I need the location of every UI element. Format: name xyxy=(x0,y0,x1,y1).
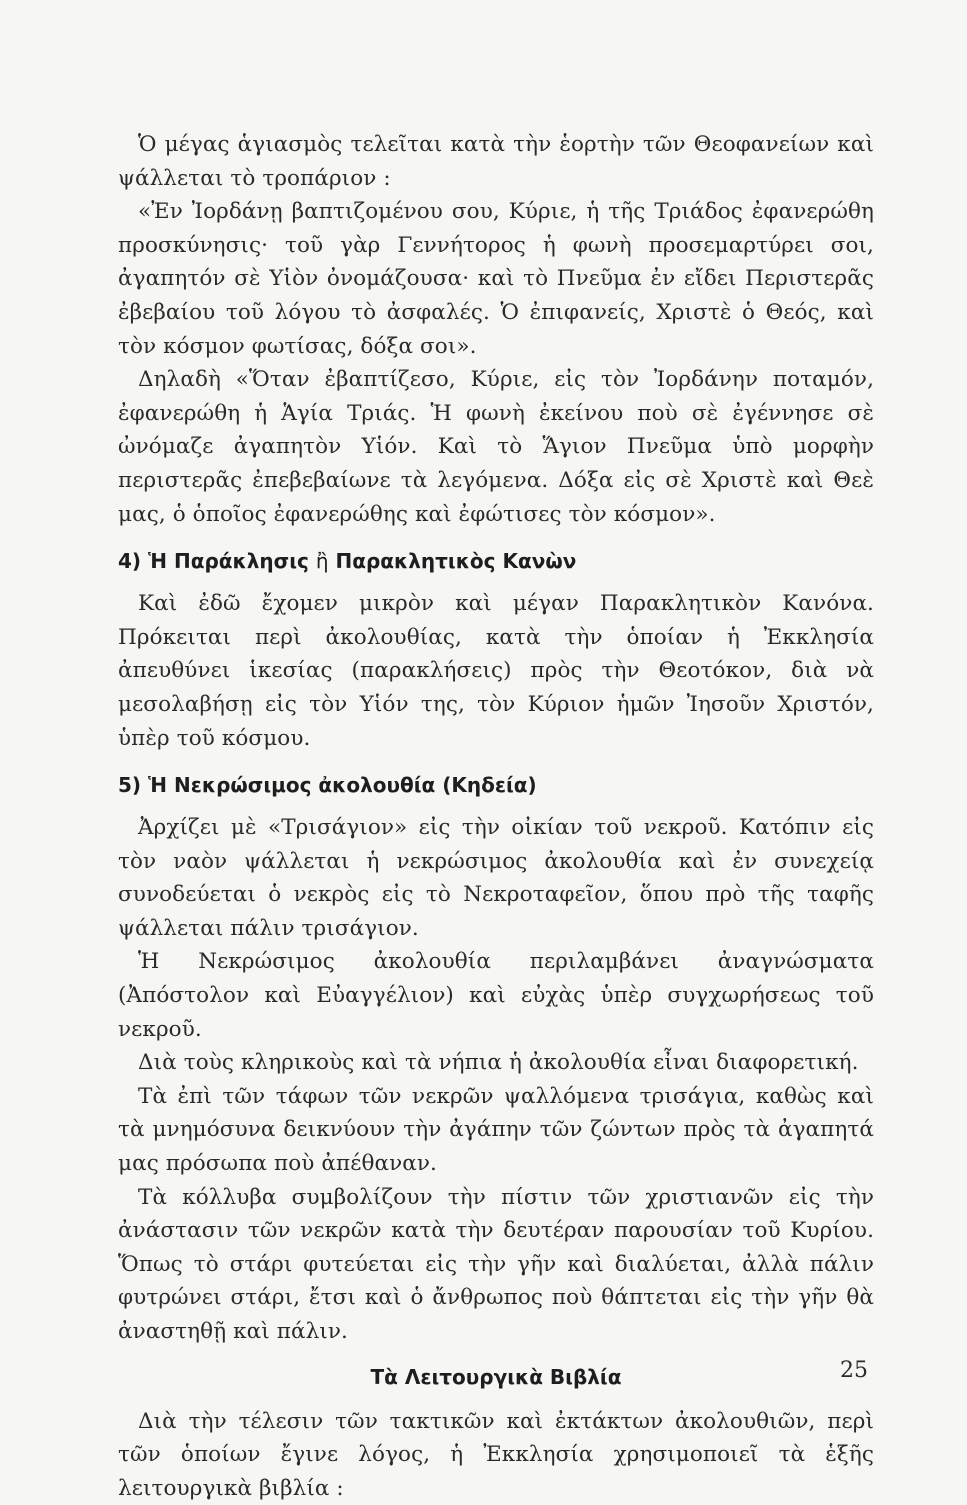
section-5-paragraph-5: Τὰ κόλλυβα συμβολίζουν τὴν πίστιν τῶν χριστιανῶν εἰς τὴν ἀνάστασιν τῶν νεκρῶν κατὰ τὴν δευτέραν παρουσίαν τοῦ Κυρίου. Ὅπως τὸ στάρι φυτεύεται εἰς τὴν γῆν καὶ διαλύεται, ἀλλὰ πάλιν φυτρώνει στάρι, ἔτσι καὶ ὁ ἄνθρωπος ποὺ θάπτεται εἰς τὴν γῆν θὰ ἀναστηθῇ καὶ πάλιν. xyxy=(118,1184,874,1344)
section-4-heading xyxy=(118,535,874,587)
section-5-paragraph-4: Τὰ ἐπὶ τῶν τάφων τῶν νεκρῶν ψαλλόμενα τρισάγια, καθὼς καὶ τὰ μνημόσυνα δεικνύουν τὴν ἀγάπην τῶν ζώντων πρὸς τὰ ἀγαπητά μας πρόσωπα ποὺ ἀπέθαναν. xyxy=(118,1083,874,1177)
section-4-heading-or: ἢ xyxy=(315,549,329,574)
intro-paragraph-1: Ὁ μέγας ἁγιασμὸς τελεῖται κατὰ τὴν ἑορτὴν τῶν Θεοφανείων καὶ ψάλλεται τὸ τροπάριον : xyxy=(118,132,874,191)
section-5-paragraph-3: Διὰ τοὺς κληρικοὺς καὶ τὰ νήπια ἡ ἀκολουθία εἶναι διαφορετική. xyxy=(138,1050,859,1076)
troparion-explanation: Δηλαδὴ «Ὅταν ἐβαπτίζεσο, Κύριε, εἰς τὸν Ἰορδάνην ποταμόν, ἐφανερώθη ἡ Ἁγία Τριάς. Ἡ φωνὴ ἐκείνου ποὺ σὲ ἐγέννησε σὲ ὠνόμαζε ἀγαπητὸν Υἱόν. Καὶ τὸ Ἅγιον Πνεῦμα ὑπὸ μορφὴν περιστερᾶς ἐπεβεβαίωνε τὰ λεγόμενα. Δόξα εἰς σὲ Χριστὲ καὶ Θεὲ μας, ὁ ὁποῖος ἐφανερώθης καὶ ἐφώτισες τὸν κόσμον». xyxy=(118,367,874,527)
section-5-paragraph-2: Ἡ Νεκρώσιμος ἀκολουθία περιλαμβάνει ἀναγνώσματα (Ἀπόστολον καὶ Εὐαγγέλιον) καὶ εὐχὰς ὑπὲρ συγχωρήσεως τοῦ νεκροῦ. xyxy=(118,949,874,1042)
page-number: 25 xyxy=(840,1358,868,1383)
books-heading: Τὰ Λειτουργικὰ Βιβλία xyxy=(370,1364,622,1389)
section-5-heading: 5) Ἡ Νεκρώσιμος ἀκολουθία (Κηδεία) xyxy=(118,773,537,798)
section-4-paragraph-1: Καὶ ἐδῶ ἔχομεν μικρὸν καὶ μέγαν Παρακλητικὸν Κανόνα. Πρόκειται περὶ ἀκολουθίας, κατὰ τὴν ὁποίαν ἡ Ἐκκλησία ἀπευθύνει ἱκεσίας (παρακλήσεις) πρὸς τὴν Θεοτόκον, διὰ νὰ μεσολαβήσῃ εἰς τὸν Υἱόν της, τὸν Κύριον ἡμῶν Ἰησοῦν Χριστόν, ὑπὲρ τοῦ κόσμου. xyxy=(118,591,874,751)
text-column xyxy=(118,128,874,1505)
troparion-text: «Ἐν Ἰορδάνῃ βαπτιζομένου σου, Κύριε, ἡ τῆς Τριάδος ἐφανερώθη προσκύνησις· τοῦ γὰρ Γεννήτορος ἡ φωνὴ προσεμαρτύρει σοι, ἀγαπητόν σὲ Υἱὸν ὀνομάζουσα· καὶ τὸ Πνεῦμα ἐν εἴδει Περιστερᾶς ἐβεβαίου τοῦ λόγου τὸ ἀσφαλές. Ὁ ἐπιφανείς, Χριστὲ ὁ Θεός, καὶ τὸν κόσμον φωτίσας, δόξα σοι». xyxy=(118,199,874,359)
section-4-heading-b: Παρακλητικὸς Κανὼν xyxy=(335,549,577,574)
books-paragraph-1: Διὰ τὴν τέλεσιν τῶν τακτικῶν καὶ ἐκτάκτων ἀκολουθιῶν, περὶ τῶν ὁποίων ἔγινε λόγος, ἡ Ἐκκλησία χρησιμοποιεῖ τὰ ἑξῆς λειτουργικὰ βιβλία : xyxy=(118,1408,874,1501)
section-5-paragraph-1: Ἀρχίζει μὲ «Τρισάγιον» εἰς τὴν οἰκίαν τοῦ νεκροῦ. Κατόπιν εἰς τὸν ναὸν ψάλλεται ἡ νεκρώσιμος ἀκολουθία καὶ ἐν συνεχείᾳ συνοδεύεται ὁ νεκρὸς εἰς τὸ Νεκροταφεῖον, ὅπου πρὸ τῆς ταφῆς ψάλλεται πάλιν τρισάγιον. xyxy=(118,815,874,941)
section-4-heading-a: 4) Ἡ Παράκλησις xyxy=(118,549,309,574)
